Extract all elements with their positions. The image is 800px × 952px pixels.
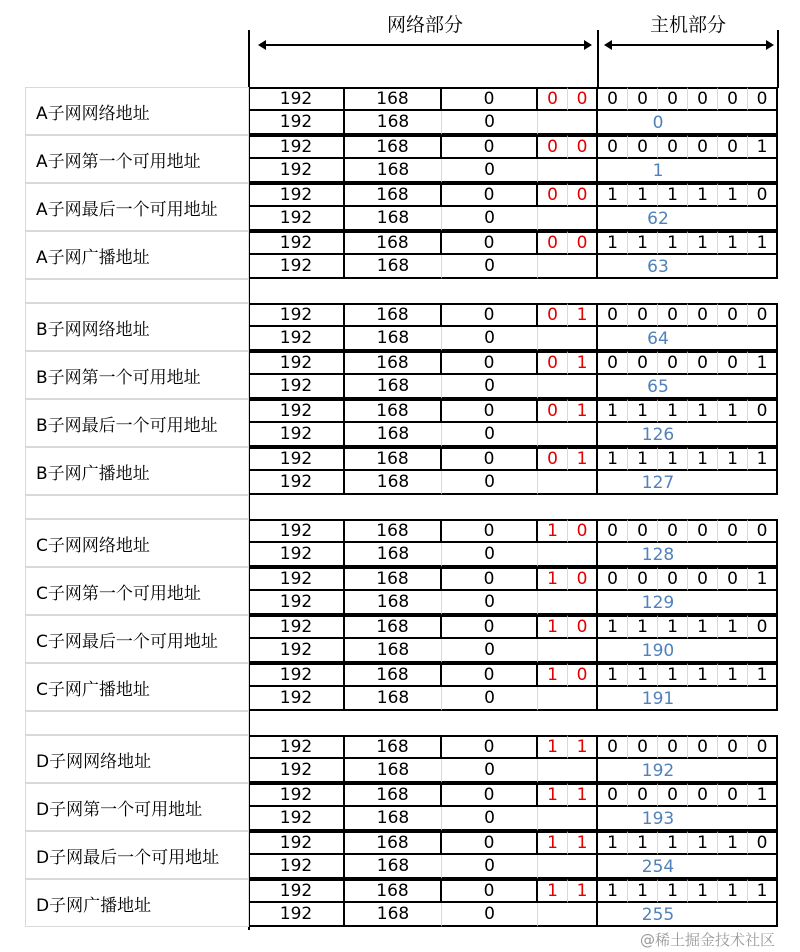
octet-cell: 168 <box>345 135 442 159</box>
host-bit-cell: 0 <box>628 519 658 543</box>
subnet-decimal-blank <box>538 639 598 663</box>
subnet-bit-cell: 1 <box>568 399 598 423</box>
octet-cell: 192 <box>249 543 345 567</box>
subnet-bit-cell: 0 <box>568 615 598 639</box>
octet-cell: 0 <box>442 543 538 567</box>
subnet-bit-cell: 1 <box>538 783 568 807</box>
row-label: D子网最后一个可用地址 <box>25 831 249 879</box>
host-bit-cell: 0 <box>658 135 688 159</box>
host-bit-cell: 1 <box>628 879 658 903</box>
host-bit-cell: 0 <box>688 567 718 591</box>
octet-cell: 0 <box>442 135 538 159</box>
octet-cell: 0 <box>442 807 538 831</box>
host-bit-cell: 1 <box>718 615 748 639</box>
octet-cell: 0 <box>442 471 538 495</box>
row-label: D子网网络地址 <box>25 735 249 783</box>
row-label: B子网最后一个可用地址 <box>25 399 249 447</box>
host-bit-cell: 1 <box>598 399 628 423</box>
subnet-decimal-blank <box>538 855 598 879</box>
host-bit-cell: 0 <box>628 351 658 375</box>
host-bit-cell: 1 <box>598 183 628 207</box>
host-decimal-value: 65 <box>647 377 669 397</box>
host-decimal-value: 127 <box>641 473 675 493</box>
host-bit-cell: 0 <box>628 303 658 327</box>
host-bit-cell: 0 <box>628 87 658 111</box>
host-part-arrow-icon <box>608 44 770 46</box>
octet-cell: 0 <box>442 639 538 663</box>
host-bit-cell: 0 <box>718 135 748 159</box>
octet-cell: 168 <box>345 879 442 903</box>
octet-cell: 192 <box>249 735 345 759</box>
subnet-decimal-blank <box>538 375 598 399</box>
host-bit-cell: 1 <box>628 447 658 471</box>
host-bit-cell: 0 <box>748 87 778 111</box>
octet-cell: 0 <box>442 423 538 447</box>
subnet-bit-cell: 0 <box>538 303 568 327</box>
host-bit-cell: 1 <box>748 567 778 591</box>
host-bit-cell: 1 <box>658 615 688 639</box>
host-bit-cell: 0 <box>658 87 688 111</box>
octet-cell: 0 <box>442 375 538 399</box>
host-bit-cell: 1 <box>658 831 688 855</box>
subnet-decimal-blank <box>538 591 598 615</box>
host-bit-cell: 1 <box>628 615 658 639</box>
octet-cell: 0 <box>442 207 538 231</box>
host-bit-cell: 1 <box>688 231 718 255</box>
octet-cell: 0 <box>442 615 538 639</box>
octet-cell: 168 <box>345 351 442 375</box>
subnet-bit-cell: 1 <box>538 879 568 903</box>
octet-cell: 168 <box>345 111 442 135</box>
row-label: D子网广播地址 <box>25 879 249 927</box>
octet-cell: 192 <box>249 471 345 495</box>
host-bit-cell: 1 <box>688 879 718 903</box>
octet-cell: 192 <box>249 783 345 807</box>
network-part-arrow-icon <box>262 44 588 46</box>
octet-cell: 192 <box>249 807 345 831</box>
host-bit-cell: 1 <box>688 831 718 855</box>
subnet-bit-cell: 0 <box>568 135 598 159</box>
octet-cell: 0 <box>442 303 538 327</box>
subnet-bit-cell: 0 <box>568 87 598 111</box>
subnet-decimal-blank <box>538 159 598 183</box>
host-bit-cell: 0 <box>688 135 718 159</box>
octet-cell: 192 <box>249 255 345 279</box>
octet-cell: 168 <box>345 903 442 927</box>
host-bit-cell: 1 <box>628 663 658 687</box>
host-bit-cell: 0 <box>718 519 748 543</box>
subnet-bit-cell: 0 <box>538 351 568 375</box>
subnet-bit-cell: 1 <box>538 615 568 639</box>
octet-cell: 0 <box>442 759 538 783</box>
octet-cell: 192 <box>249 759 345 783</box>
host-bit-cell: 0 <box>628 735 658 759</box>
host-decimal-value: 1 <box>652 161 664 181</box>
row-label: B子网第一个可用地址 <box>25 351 249 399</box>
subnet-decimal-blank <box>538 543 598 567</box>
octet-cell: 168 <box>345 687 442 711</box>
subnet-bit-cell: 1 <box>568 735 598 759</box>
octet-cell: 168 <box>345 615 442 639</box>
gap-row <box>25 279 249 303</box>
octet-cell: 0 <box>442 903 538 927</box>
octet-cell: 192 <box>249 879 345 903</box>
row-label: C子网第一个可用地址 <box>25 567 249 615</box>
host-bit-cell: 0 <box>598 783 628 807</box>
subnet-decimal-blank <box>538 903 598 927</box>
host-bit-cell: 1 <box>658 399 688 423</box>
host-bit-cell: 1 <box>658 231 688 255</box>
host-bit-cell: 0 <box>658 519 688 543</box>
octet-cell: 168 <box>345 519 442 543</box>
octet-cell: 168 <box>345 423 442 447</box>
subnet-decimal-blank <box>538 807 598 831</box>
octet-cell: 168 <box>345 639 442 663</box>
host-bit-cell: 1 <box>688 615 718 639</box>
subnet-bit-cell: 0 <box>568 231 598 255</box>
host-bit-cell: 1 <box>628 183 658 207</box>
host-bit-cell: 0 <box>598 735 628 759</box>
host-bit-cell: 1 <box>628 399 658 423</box>
subnet-bit-cell: 0 <box>568 567 598 591</box>
octet-cell: 192 <box>249 303 345 327</box>
octet-cell: 168 <box>345 759 442 783</box>
octet-cell: 168 <box>345 399 442 423</box>
octet-cell: 192 <box>249 399 345 423</box>
octet-cell: 168 <box>345 831 442 855</box>
gap-row <box>25 495 249 519</box>
subnet-bit-cell: 1 <box>538 519 568 543</box>
host-bit-cell: 0 <box>598 303 628 327</box>
octet-cell: 192 <box>249 687 345 711</box>
host-bit-cell: 0 <box>628 135 658 159</box>
host-bit-cell: 1 <box>658 183 688 207</box>
host-bit-cell: 1 <box>658 879 688 903</box>
subnet-decimal-blank <box>538 759 598 783</box>
octet-cell: 192 <box>249 159 345 183</box>
host-bit-cell: 0 <box>718 567 748 591</box>
octet-cell: 0 <box>442 231 538 255</box>
octet-cell: 192 <box>249 855 345 879</box>
host-bit-cell: 0 <box>658 567 688 591</box>
host-bit-cell: 0 <box>598 567 628 591</box>
host-bit-cell: 0 <box>748 519 778 543</box>
host-bit-cell: 1 <box>628 831 658 855</box>
octet-cell: 0 <box>442 519 538 543</box>
octet-cell: 192 <box>249 663 345 687</box>
host-decimal-value: 62 <box>647 209 669 229</box>
subnet-bit-cell: 1 <box>568 879 598 903</box>
subnet-decimal-blank <box>538 111 598 135</box>
octet-cell: 168 <box>345 87 442 111</box>
octet-cell: 0 <box>442 447 538 471</box>
octet-cell: 192 <box>249 135 345 159</box>
host-bit-cell: 1 <box>748 231 778 255</box>
row-label: C子网广播地址 <box>25 663 249 711</box>
host-bit-cell: 0 <box>658 735 688 759</box>
octet-cell: 192 <box>249 183 345 207</box>
octet-cell: 168 <box>345 447 442 471</box>
host-decimal-value: 0 <box>652 113 664 133</box>
host-bit-cell: 1 <box>598 615 628 639</box>
host-bit-cell: 0 <box>628 567 658 591</box>
octet-cell: 168 <box>345 543 442 567</box>
host-bit-cell: 1 <box>598 447 628 471</box>
octet-cell: 0 <box>442 567 538 591</box>
host-decimal-value: 64 <box>647 329 669 349</box>
host-bit-cell: 0 <box>688 87 718 111</box>
host-bit-cell: 1 <box>688 447 718 471</box>
octet-cell: 192 <box>249 615 345 639</box>
octet-cell: 192 <box>249 591 345 615</box>
host-bit-cell: 1 <box>688 663 718 687</box>
host-bit-cell: 1 <box>718 399 748 423</box>
host-bit-cell: 1 <box>598 831 628 855</box>
host-decimal-value: 192 <box>641 761 675 781</box>
host-bit-cell: 1 <box>598 231 628 255</box>
host-bit-cell: 1 <box>718 879 748 903</box>
host-bit-cell: 1 <box>718 447 748 471</box>
host-bit-cell: 0 <box>688 735 718 759</box>
octet-cell: 192 <box>249 375 345 399</box>
host-bit-cell: 1 <box>658 663 688 687</box>
row-label: C子网网络地址 <box>25 519 249 567</box>
host-bit-cell: 0 <box>718 735 748 759</box>
host-bit-cell: 0 <box>748 303 778 327</box>
octet-cell: 168 <box>345 567 442 591</box>
subnet-bit-cell: 1 <box>568 303 598 327</box>
host-bit-cell: 0 <box>688 303 718 327</box>
host-decimal-value: 128 <box>641 545 675 565</box>
subnet-bit-cell: 1 <box>538 663 568 687</box>
octet-cell: 168 <box>345 207 442 231</box>
host-bit-cell: 0 <box>748 831 778 855</box>
row-label: D子网第一个可用地址 <box>25 783 249 831</box>
subnet-bit-cell: 0 <box>538 399 568 423</box>
host-bit-cell: 1 <box>718 231 748 255</box>
octet-cell: 0 <box>442 879 538 903</box>
octet-cell: 168 <box>345 855 442 879</box>
octet-cell: 168 <box>345 663 442 687</box>
octet-cell: 0 <box>442 735 538 759</box>
host-bit-cell: 0 <box>718 783 748 807</box>
octet-cell: 0 <box>442 87 538 111</box>
octet-cell: 0 <box>442 831 538 855</box>
subnet-bit-cell: 0 <box>568 183 598 207</box>
host-bit-cell: 1 <box>748 879 778 903</box>
subnet-bit-cell: 1 <box>568 783 598 807</box>
host-bit-cell: 1 <box>598 879 628 903</box>
subnet-bit-cell: 1 <box>538 831 568 855</box>
octet-cell: 0 <box>442 183 538 207</box>
network-part-heading: 网络部分 <box>386 14 463 36</box>
host-bit-cell: 1 <box>718 183 748 207</box>
host-decimal-value: 129 <box>641 593 675 613</box>
octet-cell: 168 <box>345 183 442 207</box>
host-bit-cell: 0 <box>748 615 778 639</box>
subnet-bit-cell: 0 <box>538 183 568 207</box>
subnet-decimal-blank <box>538 687 598 711</box>
octet-cell: 192 <box>249 903 345 927</box>
octet-cell: 192 <box>249 567 345 591</box>
host-bit-cell: 0 <box>628 783 658 807</box>
subnet-decimal-blank <box>538 471 598 495</box>
octet-cell: 0 <box>442 783 538 807</box>
octet-cell: 168 <box>345 159 442 183</box>
octet-cell: 168 <box>345 231 442 255</box>
subnet-bit-cell: 1 <box>568 831 598 855</box>
octet-cell: 168 <box>345 735 442 759</box>
host-bit-cell: 0 <box>658 351 688 375</box>
octet-cell: 0 <box>442 591 538 615</box>
subnet-bit-cell: 1 <box>568 351 598 375</box>
row-label: A子网广播地址 <box>25 231 249 279</box>
host-bit-cell: 1 <box>748 135 778 159</box>
subnet-decimal-blank <box>538 327 598 351</box>
host-bit-cell: 0 <box>598 519 628 543</box>
octet-cell: 192 <box>249 447 345 471</box>
host-decimal-value: 126 <box>641 425 675 445</box>
host-decimal-value: 255 <box>641 905 675 925</box>
row-label: B子网广播地址 <box>25 447 249 495</box>
octet-cell: 192 <box>249 351 345 375</box>
octet-cell: 192 <box>249 327 345 351</box>
octet-cell: 192 <box>249 231 345 255</box>
octet-cell: 192 <box>249 519 345 543</box>
host-decimal-value: 193 <box>641 809 675 829</box>
host-bit-cell: 1 <box>688 399 718 423</box>
octet-cell: 168 <box>345 783 442 807</box>
host-decimal-value: 254 <box>641 857 675 877</box>
host-bit-cell: 0 <box>748 183 778 207</box>
subnet-bit-cell: 0 <box>568 519 598 543</box>
host-bit-cell: 0 <box>688 519 718 543</box>
octet-cell: 0 <box>442 159 538 183</box>
host-bit-cell: 0 <box>598 87 628 111</box>
host-decimal-value: 190 <box>641 641 675 661</box>
host-bit-cell: 0 <box>748 735 778 759</box>
subnet-bit-cell: 0 <box>538 87 568 111</box>
host-bit-cell: 0 <box>718 351 748 375</box>
row-label: A子网最后一个可用地址 <box>25 183 249 231</box>
host-bit-cell: 1 <box>748 447 778 471</box>
octet-cell: 192 <box>249 639 345 663</box>
host-bit-cell: 0 <box>658 783 688 807</box>
subnet-bit-cell: 1 <box>538 567 568 591</box>
octet-cell: 168 <box>345 375 442 399</box>
subnet-bit-cell: 0 <box>538 135 568 159</box>
host-bit-cell: 1 <box>688 183 718 207</box>
host-bit-cell: 0 <box>748 399 778 423</box>
subnet-decimal-blank <box>538 255 598 279</box>
host-bit-cell: 1 <box>718 663 748 687</box>
subnet-bit-cell: 0 <box>538 447 568 471</box>
host-decimal-value: 63 <box>647 257 669 277</box>
octet-cell: 168 <box>345 807 442 831</box>
table-right-border <box>777 30 779 88</box>
octet-cell: 0 <box>442 663 538 687</box>
octet-cell: 0 <box>442 351 538 375</box>
octet-cell: 192 <box>249 207 345 231</box>
octet-cell: 192 <box>249 423 345 447</box>
octet-cell: 192 <box>249 87 345 111</box>
octet-cell: 192 <box>249 831 345 855</box>
octet-cell: 0 <box>442 255 538 279</box>
row-label: C子网最后一个可用地址 <box>25 615 249 663</box>
host-bit-cell: 1 <box>658 447 688 471</box>
host-part-heading: 主机部分 <box>649 14 726 36</box>
host-bit-cell: 0 <box>718 87 748 111</box>
octet-cell: 192 <box>249 111 345 135</box>
subnet-bit-cell: 0 <box>538 231 568 255</box>
host-bit-cell: 1 <box>748 351 778 375</box>
host-bit-cell: 0 <box>658 303 688 327</box>
octet-cell: 168 <box>345 255 442 279</box>
host-bit-cell: 0 <box>688 351 718 375</box>
host-bit-cell: 1 <box>598 663 628 687</box>
octet-cell: 168 <box>345 327 442 351</box>
subnet-decimal-blank <box>538 207 598 231</box>
watermark: @稀土掘金技术社区 <box>640 931 776 949</box>
row-label: A子网第一个可用地址 <box>25 135 249 183</box>
subnet-bit-cell: 0 <box>568 663 598 687</box>
octet-cell: 0 <box>442 399 538 423</box>
host-bit-cell: 0 <box>718 303 748 327</box>
subnet-bit-cell: 1 <box>538 735 568 759</box>
host-decimal-value: 191 <box>641 689 675 709</box>
octet-cell: 168 <box>345 471 442 495</box>
octet-cell: 0 <box>442 855 538 879</box>
octet-cell: 0 <box>442 327 538 351</box>
host-bit-cell: 1 <box>718 831 748 855</box>
row-label: A子网网络地址 <box>25 87 249 135</box>
host-bit-cell: 0 <box>598 351 628 375</box>
row-label: B子网网络地址 <box>25 303 249 351</box>
octet-cell: 0 <box>442 111 538 135</box>
octet-cell: 168 <box>345 591 442 615</box>
host-bit-cell: 0 <box>598 135 628 159</box>
octet-cell: 0 <box>442 687 538 711</box>
octet-cell: 168 <box>345 303 442 327</box>
host-bit-cell: 1 <box>748 663 778 687</box>
network-host-divider <box>597 30 599 88</box>
gap-row <box>25 711 249 735</box>
host-bit-cell: 1 <box>748 783 778 807</box>
subnet-decimal-blank <box>538 423 598 447</box>
host-bit-cell: 0 <box>688 783 718 807</box>
subnet-bit-cell: 1 <box>568 447 598 471</box>
host-bit-cell: 1 <box>628 231 658 255</box>
